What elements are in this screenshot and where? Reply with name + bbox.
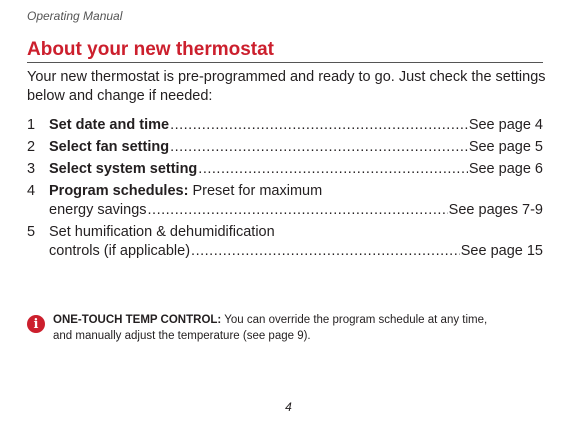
steps-list [27,116,543,264]
tip-text [53,312,487,344]
title-divider [27,62,543,63]
intro-paragraph: Your new thermostat is pre-programmed and ready to go. Just check the settings below and change if needed: [27,69,546,104]
dot-leader [170,116,468,135]
tip-body-line1: You can override the program schedule at any time, [224,314,488,326]
tip-label: ONE-TOUCH TEMP CONTROL: [53,314,222,326]
dot-leader [198,160,468,179]
dot-leader [170,138,468,157]
page-reference: See page 4 [468,117,543,133]
step-number: 2 [27,139,36,155]
step-description: Set humification & dehumidification [49,224,275,240]
section-title: About your new thermostat [27,39,275,60]
tip-body-line2: and manually adjust the temperature (see page 9). [53,330,311,342]
list-item [27,138,543,157]
page-reference: See pages 7-9 [448,202,543,218]
step-description-cont: controls (if applicable) [49,243,191,259]
step-title: Select fan setting [49,139,170,155]
page-reference: See page 5 [468,139,543,155]
list-item [27,223,543,261]
step-number: 5 [27,224,36,240]
list-item [27,160,543,179]
step-title: Set date and time [49,117,170,133]
step-number: 1 [27,117,36,133]
step-number: 4 [27,183,36,199]
step-number: 3 [27,161,36,177]
list-item [27,182,543,220]
dot-leader [148,201,448,220]
dot-leader [191,242,460,261]
list-item [27,116,543,135]
info-icon: i [27,315,45,333]
manual-header-label: Operating Manual [27,9,123,23]
step-description: Preset for maximum [192,183,323,199]
page-reference: See page 15 [460,243,543,259]
step-title: Select system setting [49,161,198,177]
step-title: Program schedules: [49,183,189,199]
page-number: 4 [285,400,292,414]
step-description-cont: energy savings [49,202,147,218]
page-reference: See page 6 [468,161,543,177]
tip-callout [27,312,547,344]
